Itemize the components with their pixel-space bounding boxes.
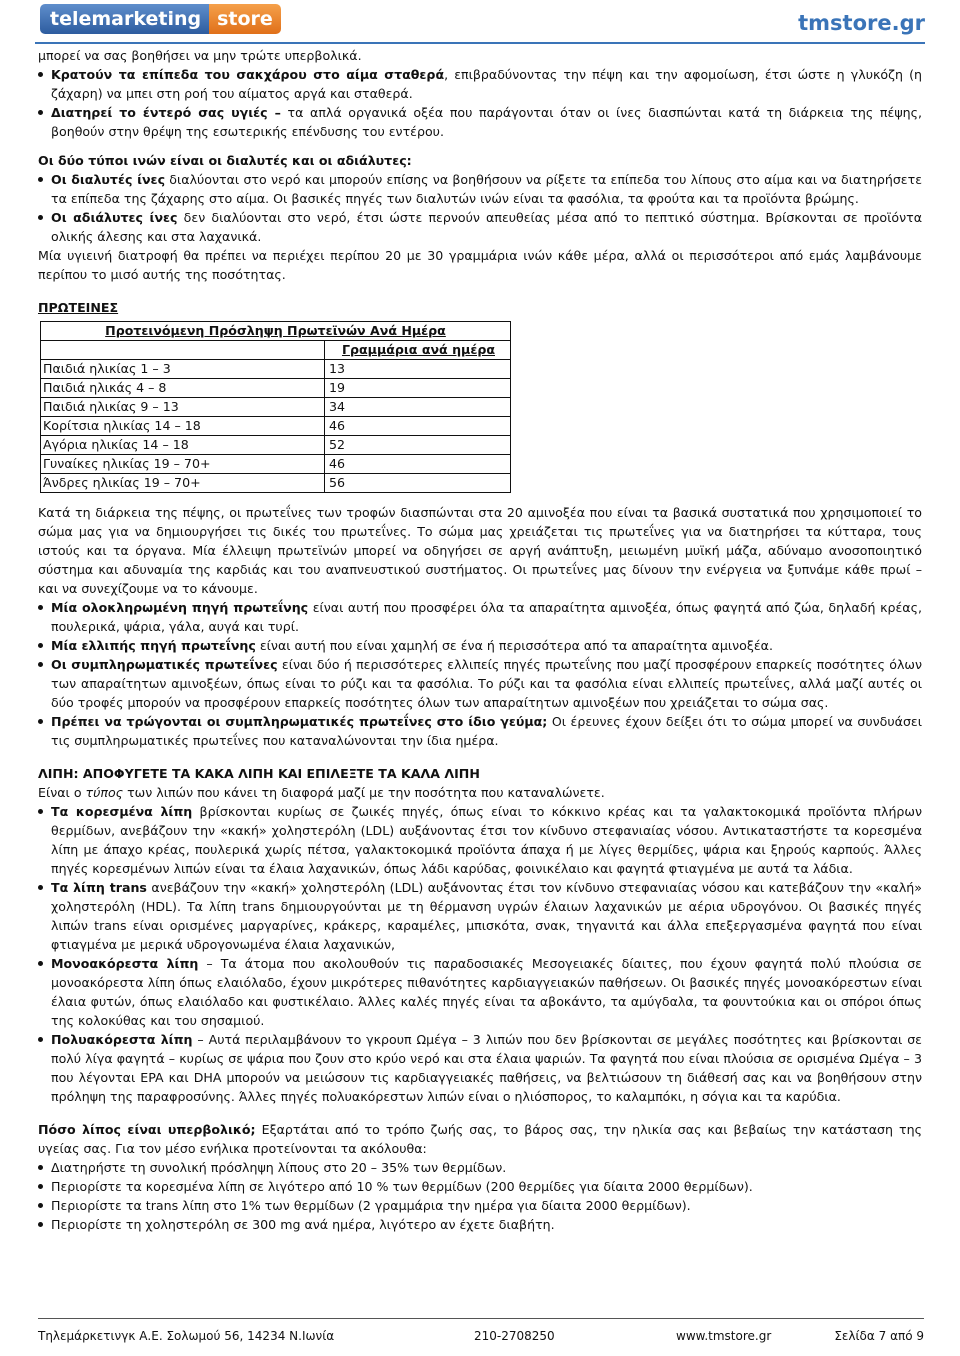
excess-paragraph: Πόσο λίπος είναι υπερβολικό; Εξαρτάται από το τρόπο ζωής σας, το βάρος σας, την ηλικία σας και βεβαίως την κατάσταση της υγείας σας. Για τον μέσο ενήλικα προτείνονται τα ακόλουθα: [38, 1122, 922, 1156]
page-header [0, 0, 960, 44]
logo-right-text: store [209, 4, 281, 34]
footer-phone: 210-2708250 [474, 1329, 555, 1343]
footer-page-number: Σελίδα 7 από 9 [834, 1329, 924, 1343]
list-item: Πολυακόρεστα λίπη – Αυτά περιλαμβάνουν το γκρουπ Ωμέγα – 3 λιπών που δεν βρίσκονται σε μεγάλες ποσότητες και βρίσκονται σε πολύ λίγα φαγητά – κυρίως σε ψάρια που ζουν στο κρύο νερό και στα έλαια ψαριών. Τα φαγητά που είναι πλούσια σε ορισμένα Ωμέγα – 3 που λέγονται EPA και DHA μπορούν να μειώσουν τις καρδιαγγειακές παθήσεις, να βελτιώσουν τη διάθεσή σας και να βοηθήσουν στην πρόληψη της παραφροσύνης. Άλλες πηγές πολυακόρεστων λιπών είναι ο ηλιόσπορος, το καλαμπόκι, η σόγια και τα καρύδια. [38, 1030, 922, 1106]
intro-line: μπορεί να σας βοηθήσει να μην τρώτε υπερβολικά. [38, 48, 362, 63]
list-item: Διατηρήστε τη συνολική πρόσληψη λίπους στο 20 – 35% των θερμίδων. [38, 1158, 922, 1177]
list-item: Πρέπει να τρώγονται οι συμπληρωματικές πρωτεΐνες στο ίδιο γεύμα; Οι έρευνες έχουν δείξει ότι το σώμα μπορεί να συνδυάσει τις συμπληρωματικές πρωτεΐνες που καταναλώνονται την ίδια ημέρα. [38, 712, 922, 750]
fats-intro: Είναι ο τύπος των λιπών που κάνει τη διαφορά μαζί με την ποσότητα που καταναλώνετε. [38, 785, 605, 800]
list-item: Τα λίπη trans ανεβάζουν την «κακή» χοληστερόλη (LDL) αυξάνοντας έτσι τον κίνδυνο στεφανιαίας νόσου και κατεβάζουν την «καλή» χοληστερόλη (HDL). Τα λίπη trans δημιουργούνται με τη θέρμανση υγρών έλαιων λαχανικών με αέρια υδρογόνου. Οι βασικές πηγές λιπών trans είναι ορισμένες μαργαρίνες, κράκερς, καραμέλες, μπισκότα, σνακ, τηγανιτά και άλλα επεξεργασμένα φαγητά που είναι φτιαγμένα με μερικά υδρογονωμένα έλαια λαχανικών, [38, 878, 922, 954]
table-row: Παιδιά ηλικίας 1 – 3 13 [41, 360, 511, 379]
table-row: Κορίτσια ηλικίας 14 – 18 46 [41, 417, 511, 436]
list-item: Οι αδιάλυτες ίνες δεν διαλύονται στο νερό, έτσι ώστε περνούν απευθείας μέσα από το πεπτικό σύστημα. Βρίσκονται σε προϊόντα ολικής άλεσης και στα λαχανικά. [38, 208, 922, 246]
fiber-heading: Οι δύο τύποι ινών είναι οι διαλυτές και οι αδιάλυτες: [38, 153, 412, 168]
protein-heading: ΠΡΩΤΕΙΝΕΣ [38, 300, 119, 315]
table-row: Άνδρες ηλικίας 19 – 70+ 56 [41, 474, 511, 493]
fats-heading: ΛΙΠΗ: ΑΠΟΦΥΓΕΤΕ ΤΑ ΚΑΚΑ ΛΙΠΗ ΚΑΙ ΕΠΙΛΕΞΤΕ ΤΑ ΚΑΛΑ ΛΙΠΗ [38, 766, 480, 781]
list-item: Περιορίστε τα trans λίπη στο 1% των θερμίδων (2 γραμμάρια την ημέρα για δίαιτα 2000 θερμίδων). [38, 1196, 922, 1215]
list-item: Μία ολοκληρωμένη πηγή πρωτεΐνης είναι αυτή που προσφέρει όλα τα απαραίτητα αμινοξέα, όπως φαγητά από ζώα, δηλαδή κρέας, πουλερικά, ψάρια, γάλα, αυγά και τυρί. [38, 598, 922, 636]
list-item: Οι συμπληρωματικές πρωτεΐνες είναι δύο ή περισσότερες ελλιπείς πηγές πρωτεΐνης που μαζί προσφέρουν επαρκείς ποσότητες όλων των απαραίτητων αμινοξέων, όπως είναι το ρύζι και τα φασόλια. Το ρύζι και τα φασόλια είναι ελλιπείς πρωτεΐνες, αλλά μαζί αυτές οι δύο τροφές μπορούν να προσφέρουν επαρκείς ποσότητες όλων των απαραίτητων αμινοξέων που χρειάζεται το σώμα σας. [38, 655, 922, 712]
list-item: Τα κορεσμένα λίπη βρίσκονται κυρίως σε ζωικές πηγές, όπως είναι το κόκκινο κρέας και τα γαλακτοκομικά προϊόντα πλήρων θερμίδων, ανεβάζουν την «κακή» χοληστερόλη (LDL) αυξάνοντας έτσι τον κίνδυνο στεφανιαίας νόσου. Αντικαταστήστε τα κορεσμένα λίπη με άπαχο κρέας, πουλερικά χωρίς πέτσα, γαλακτοκομικά προϊόντα άπαχα ή με λίγες θερμίδες, ψάρια και ξηρούς καρπούς. Άλλες πηγές κορεσμένων λιπών είναι τα έλαια λαχανικών, όπως λάδι καρύδας, φοινικέλαιο και φαγητά φτιαγμένα με αυτά τα λάδια. [38, 802, 922, 878]
protein-table-title: Προτεινόμενη Πρόσληψη Πρωτεϊνών Ανά Ημέρα [41, 322, 511, 341]
list-item: Περιορίστε τα κορεσμένα λίπη σε λιγότερο από 10 % των θερμίδων (200 θερμίδες για δίαιτα 2000 θερμίδων). [38, 1177, 922, 1196]
logo-left-text: telemarketing [40, 4, 209, 34]
list-item: Περιορίστε τη χοληστερόλη σε 300 mg ανά ημέρα, λιγότερο αν έχετε διαβήτη. [38, 1215, 922, 1234]
protein-table [40, 321, 511, 493]
list-item: Μονοακόρεστα λίπη – Τα άτομα που ακολουθούν τις παραδοσιακές Μεσογειακές δίαιτες, που έχουν φαγητά πολύ πλούσια σε μονοακόρεστα λίπη όπως ελαιόλαδο, έχουν μικρότερες πιθανότητες καρδιαγγειακών παθήσεων. Οι βασικές πηγές μονοακόρεστων είναι έλαια φυτών, όπως ελαιόλαδο και φυστικέλαιο. Άλλες καλές πηγές είναι τα αβοκάντο, τα αμύγδαλα, τα φουντούκια και οι σπόροι όπως της κολοκύθας και του σησαμιού. [38, 954, 922, 1030]
list-item: Κρατούν τα επίπεδα του σακχάρου στο αίμα σταθερά, επιβραδύνοντας την πέψη και την αφομοίωση, έτσι ώστε η γλυκόζη (η ζάχαρη) να μπει στη ροή του αίματος αργά και σταθερά. [38, 65, 922, 103]
fiber-paragraph: Μία υγιεινή διατροφή θα πρέπει να περιέχει περίπου 20 με 30 γραμμάρια ινών κάθε μέρα, αλλά οι περισσότεροι από εμάς λαμβάνουμε περίπου το μισό αυτής της ποσότητας. [38, 248, 922, 282]
table-row: Παιδιά ηλικάς 4 – 8 19 [41, 379, 511, 398]
list-item: Οι διαλυτές ίνες διαλύονται στο νερό και μπορούν επίσης να βοηθήσουν να ρίξετε τα επίπεδα του λίπους στο αίμα και να διατηρήσετε τα επίπεδα της ζάχαρης στο αίμα. Οι βασικές πηγές των διαλυτών ινών είναι τα φασόλια, τα φρούτα και τα προϊόντα βρώμης. [38, 170, 922, 208]
header-divider [35, 42, 925, 44]
footer-web-link[interactable]: www.tmstore.gr [676, 1329, 772, 1343]
site-brand: tmstore.gr [798, 11, 925, 35]
footer-company: Τηλεμάρκετινγκ Α.Ε. Σολωμού 56, 14234 Ν.Ιωνία [38, 1329, 335, 1343]
protein-table-unit: Γραμμάρια ανά ημέρα [325, 341, 511, 360]
table-row: Παιδιά ηλικίας 9 – 13 34 [41, 398, 511, 417]
page-footer [38, 1318, 924, 1348]
table-row: Γυναίκες ηλικίας 19 – 70+ 46 [41, 455, 511, 474]
document-body [38, 46, 922, 1234]
telemarketing-store-logo [40, 4, 281, 34]
protein-paragraph: Κατά τη διάρκεια της πέψης, οι πρωτεΐνες των τροφών διασπώνται στα 20 αμινοξέα που είναι τα βασικά συστατικά που χρησιμοποιεί το σώμα μας για να δημιουργήσει τις δικές του πρωτεΐνες. Το σώμα μας χρειάζεται τις πρωτεΐνες για να διατηρήσει τα κύτταρα, τους ιστούς και τα όργανα. Μία έλλειψη πρωτεϊνών μπορεί να οδηγήσει σε αργή ανάπτυξη, μειωμένη μυϊκή μάζα, αδύναμο ανοσοποιητικό σύστημα και αδυναμία της καρδιάς και του αναπνευστικού συστήματος. Οι πρωτεΐνες μας δίνουν την ενέργεια να ξυπνάμε κάθε πρωί – και να συνεχίζουμε να το κάνουμε. [38, 505, 922, 596]
list-item: Μία ελλιπής πηγή πρωτεΐνης είναι αυτή που είναι χαμηλή σε ένα ή περισσότερα από τα απαραίτητα αμινοξέα. [38, 636, 922, 655]
table-row: Αγόρια ηλικίας 14 – 18 52 [41, 436, 511, 455]
list-item: Διατηρεί το έντερό σας υγιές – τα απλά οργανικά οξέα που παράγονται όταν οι ίνες διασπώνται κατά τη διάρκεια της πέψης, βοηθούν στην θρέψη της εσωτερικής επένδυσης του εντέρου. [38, 103, 922, 141]
